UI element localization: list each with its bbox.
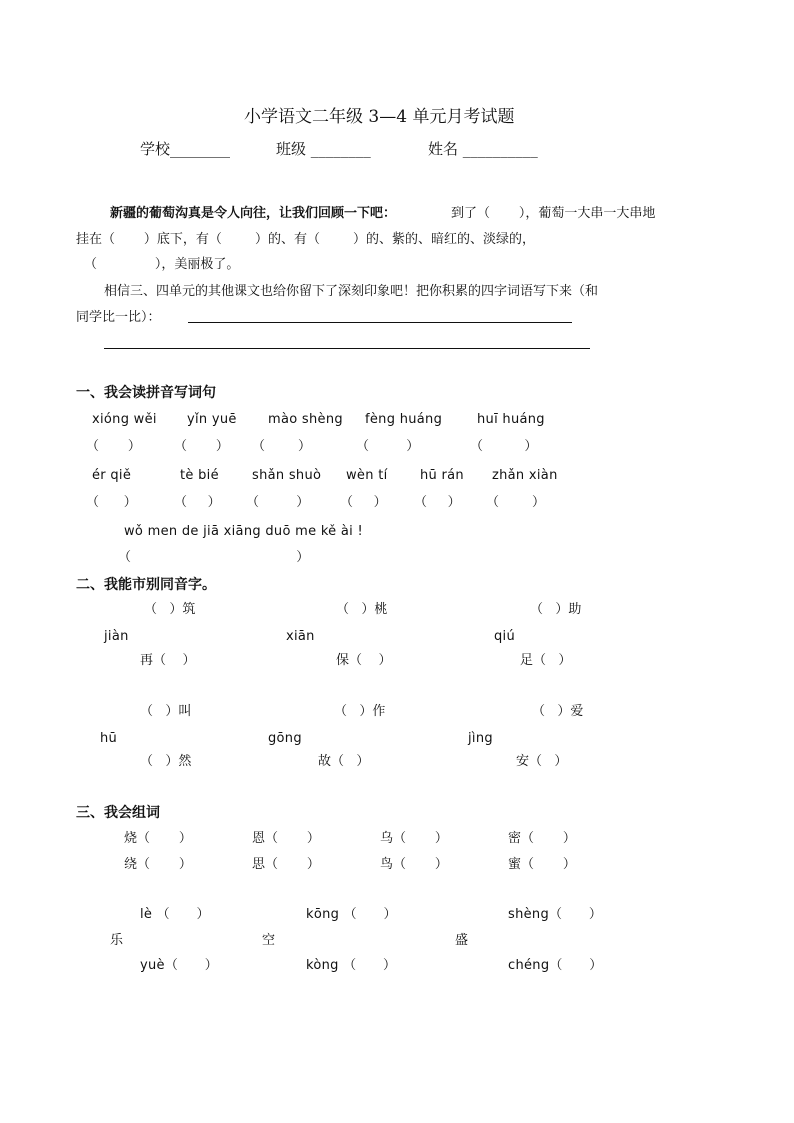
homophone-blank[interactable]: （ ）然 (140, 754, 192, 769)
pinyin: xiān (286, 629, 315, 644)
pinyin: ér qiě (92, 468, 132, 483)
page-title: 小学语文二年级 3—4 单元月考试题 (244, 107, 515, 127)
polyphone-char: 乐 (110, 933, 124, 948)
intro-line3: （ ），美丽极了。 (84, 257, 240, 272)
intro-lead: 新疆的葡萄沟真是令人向往，让我们回顾一下吧： (110, 206, 397, 221)
answer-blank[interactable]: （ ） (356, 439, 420, 454)
polyphone-blank[interactable]: yuè（ ） (140, 958, 219, 973)
polyphone-blank[interactable]: shèng（ ） (508, 907, 603, 922)
homophone-blank[interactable]: （ ）桃 (336, 602, 388, 617)
answer-blank[interactable]: （ ） (414, 495, 461, 510)
homophone-blank[interactable]: （ ）助 (530, 602, 582, 617)
pinyin: zhǎn xiàn (492, 468, 558, 483)
pinyin: hū (100, 731, 118, 746)
homophone-blank[interactable]: （ ）叫 (140, 704, 192, 719)
answer-blank[interactable]: （ ） (252, 439, 312, 454)
word-blank[interactable]: 恩（ ） (252, 831, 320, 846)
pinyin: xióng wěi (92, 412, 157, 427)
homophone-blank[interactable]: （ ）作 (334, 704, 386, 719)
sentence-blank[interactable]: （ ） (118, 550, 310, 565)
intro-line2: 挂在（ ）底下，有（ ）的、有（ ）的、紫的、暗红的、淡绿的， (76, 232, 536, 247)
answer-blank[interactable]: （ ） (246, 495, 310, 510)
pinyin: shǎn shuò (252, 468, 322, 483)
intro-line1: 到了（ ），葡萄一大串一大串地 (451, 206, 656, 221)
section-1-heading: 一、我会读拼音写词句 (76, 385, 216, 401)
pinyin: jiàn (104, 629, 129, 644)
word-blank[interactable]: 烧（ ） (124, 831, 192, 846)
answer-blank[interactable]: （ ） (340, 495, 387, 510)
homophone-blank[interactable]: 足（ ） (520, 653, 572, 668)
section-2-heading: 二、我能市别同音字。 (76, 577, 216, 593)
pinyin: huī huáng (477, 412, 545, 427)
answer-line-1[interactable] (188, 322, 572, 323)
homophone-blank[interactable]: （ ）爱 (532, 704, 584, 719)
polyphone-char: 盛 (455, 933, 469, 948)
pinyin: gōng (268, 731, 302, 746)
polyphone-blank[interactable]: kōng （ ） (306, 907, 397, 922)
intro-line5: 同学比一比）： (76, 310, 161, 325)
word-blank[interactable]: 蜜（ ） (508, 857, 576, 872)
word-blank[interactable]: 鸟（ ） (380, 857, 448, 872)
name-field[interactable]: 姓名 __________ (428, 140, 538, 158)
answer-blank[interactable]: （ ） (174, 439, 229, 454)
polyphone-blank[interactable]: kòng （ ） (306, 958, 397, 973)
pinyin: qiú (494, 629, 516, 644)
pinyin: fèng huáng (365, 412, 443, 427)
word-blank[interactable]: 思（ ） (252, 857, 320, 872)
intro-line4: 相信三、四单元的其他课文也给你留下了深刻印象吧！把你积累的四字词语写下来（和 (104, 284, 599, 299)
answer-line-2[interactable] (104, 348, 590, 349)
homophone-blank[interactable]: 保（ ） (336, 653, 392, 668)
pinyin: mào shèng (268, 412, 343, 427)
word-blank[interactable]: 密（ ） (508, 831, 576, 846)
answer-blank[interactable]: （ ） (86, 495, 137, 510)
answer-blank[interactable]: （ ） (470, 439, 538, 454)
class-field[interactable]: 班级 ________ (276, 140, 371, 158)
polyphone-blank[interactable]: chéng（ ） (508, 958, 603, 973)
section-3-heading: 三、我会组词 (76, 805, 160, 821)
sentence-pinyin: wǒ men de jiā xiāng duō me kě ài ! (124, 524, 364, 539)
polyphone-char: 空 (262, 933, 276, 948)
pinyin: yǐn yuē (187, 412, 237, 427)
pinyin: wèn tí (346, 468, 388, 483)
word-blank[interactable]: 绕（ ） (124, 857, 192, 872)
answer-blank[interactable]: （ ） (486, 495, 546, 510)
answer-blank[interactable]: （ ） (174, 495, 221, 510)
word-blank[interactable]: 乌（ ） (380, 831, 448, 846)
pinyin: tè bié (180, 468, 219, 483)
homophone-blank[interactable]: （ ）筑 (144, 602, 196, 617)
pinyin: hū rán (420, 468, 464, 483)
polyphone-blank[interactable]: lè （ ） (140, 907, 210, 922)
homophone-blank[interactable]: 安（ ） (516, 754, 568, 769)
answer-blank[interactable]: （ ） (86, 439, 141, 454)
school-field[interactable]: 学校________ (140, 140, 231, 158)
homophone-blank[interactable]: 故（ ） (318, 754, 370, 769)
homophone-blank[interactable]: 再（ ） (140, 653, 196, 668)
pinyin: jìng (468, 731, 493, 746)
